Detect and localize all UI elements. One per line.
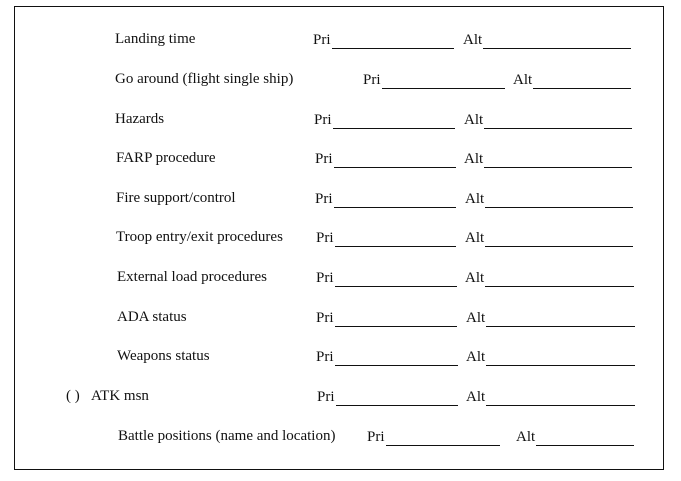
alt-label: Alt — [465, 270, 485, 286]
alt-field[interactable] — [466, 388, 635, 406]
alt-label: Alt — [464, 112, 484, 128]
pri-label: Pri — [316, 349, 334, 365]
pri-label: Pri — [316, 230, 334, 246]
pri-label: Pri — [316, 310, 334, 326]
alt-blank[interactable] — [483, 33, 631, 49]
alt-label: Alt — [466, 310, 486, 326]
alt-field[interactable] — [464, 150, 632, 168]
pri-blank[interactable] — [382, 73, 505, 89]
form-row-hazards — [0, 111, 681, 133]
alt-label: Alt — [466, 349, 486, 365]
row-label: Hazards — [115, 111, 165, 127]
alt-label: Alt — [464, 151, 484, 167]
alt-blank[interactable] — [486, 350, 635, 366]
row-checkbox-marker[interactable]: ( ) — [66, 388, 80, 404]
pri-field[interactable] — [316, 309, 457, 327]
pri-label: Pri — [363, 72, 381, 88]
pri-label: Pri — [313, 32, 331, 48]
alt-field[interactable] — [516, 428, 634, 446]
alt-blank[interactable] — [486, 311, 635, 327]
pri-blank[interactable] — [336, 390, 458, 406]
row-label: FARP procedure — [116, 150, 216, 166]
pri-field[interactable] — [313, 31, 454, 49]
form-row-atk-msn — [0, 388, 681, 410]
form-row-go-around — [0, 71, 681, 93]
alt-label: Alt — [516, 429, 536, 445]
form-row-fire-support-control — [0, 190, 681, 212]
alt-field[interactable] — [465, 269, 634, 287]
pri-label: Pri — [315, 151, 333, 167]
pri-label: Pri — [315, 191, 333, 207]
alt-blank[interactable] — [536, 430, 634, 446]
row-label: ATK msn — [91, 388, 149, 404]
row-label: ADA status — [117, 309, 187, 325]
alt-field[interactable] — [513, 71, 631, 89]
pri-blank[interactable] — [334, 152, 456, 168]
alt-blank[interactable] — [484, 152, 632, 168]
pri-field[interactable] — [316, 269, 457, 287]
pri-field[interactable] — [316, 348, 458, 366]
alt-blank[interactable] — [485, 271, 634, 287]
row-label: External load procedures — [117, 269, 267, 285]
pri-label: Pri — [317, 389, 335, 405]
form-row-external-load — [0, 269, 681, 291]
form-row-ada-status — [0, 309, 681, 331]
pri-blank[interactable] — [335, 271, 457, 287]
form-row-battle-positions — [0, 428, 681, 450]
pri-blank[interactable] — [333, 113, 455, 129]
alt-label: Alt — [513, 72, 533, 88]
pri-field[interactable] — [316, 229, 456, 247]
alt-blank[interactable] — [485, 192, 633, 208]
row-label: Battle positions (name and location) — [118, 428, 336, 444]
alt-blank[interactable] — [486, 390, 635, 406]
alt-blank[interactable] — [485, 231, 633, 247]
pri-blank[interactable] — [335, 231, 456, 247]
alt-label: Alt — [465, 230, 485, 246]
alt-blank[interactable] — [484, 113, 632, 129]
alt-label: Alt — [466, 389, 486, 405]
pri-label: Pri — [367, 429, 385, 445]
alt-blank[interactable] — [533, 73, 631, 89]
alt-field[interactable] — [465, 229, 633, 247]
row-label: Landing time — [115, 31, 196, 47]
pri-blank[interactable] — [386, 430, 500, 446]
pri-field[interactable] — [315, 190, 456, 208]
pri-field[interactable] — [367, 428, 500, 446]
pri-blank[interactable] — [335, 311, 457, 327]
alt-field[interactable] — [463, 31, 631, 49]
alt-field[interactable] — [464, 111, 632, 129]
row-label: Go around (flight single ship) — [115, 71, 294, 87]
pri-field[interactable] — [314, 111, 455, 129]
pri-field[interactable] — [315, 150, 456, 168]
pri-field[interactable] — [363, 71, 505, 89]
alt-field[interactable] — [465, 190, 633, 208]
pri-label: Pri — [316, 270, 334, 286]
form-row-weapons-status — [0, 348, 681, 370]
form-row-farp-procedure — [0, 150, 681, 172]
pri-label: Pri — [314, 112, 332, 128]
form-row-troop-entry-exit — [0, 229, 681, 251]
row-label: Fire support/control — [116, 190, 236, 206]
alt-label: Alt — [465, 191, 485, 207]
alt-field[interactable] — [466, 348, 635, 366]
pri-field[interactable] — [317, 388, 458, 406]
row-label: Weapons status — [117, 348, 210, 364]
alt-label: Alt — [463, 32, 483, 48]
pri-blank[interactable] — [335, 350, 458, 366]
row-label: Troop entry/exit procedures — [116, 229, 283, 245]
form-row-landing-time — [0, 31, 681, 53]
alt-field[interactable] — [466, 309, 635, 327]
pri-blank[interactable] — [332, 33, 454, 49]
pri-blank[interactable] — [334, 192, 456, 208]
